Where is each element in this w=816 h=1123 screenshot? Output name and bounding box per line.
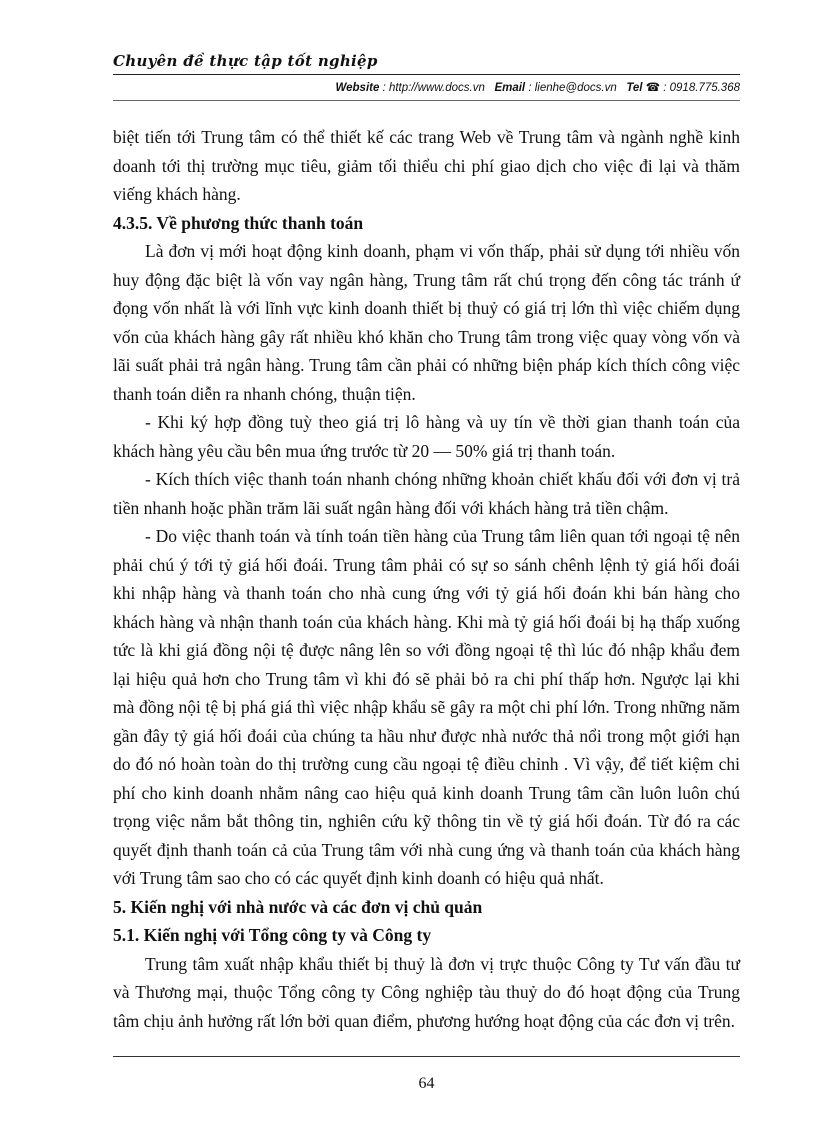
phone-icon: ☎ — [645, 82, 661, 94]
header-contact-line — [113, 75, 740, 100]
paragraph-discount: - Kích thích việc thanh toán nhanh chóng những khoản chiết khấu đối với đơn vị trả tiền nhanh hoặc phần trăm lãi suất ngân hàng đối với khách hàng trả tiền chậm. — [113, 469, 740, 518]
section-heading-recommendations: 5. Kiến nghị với nhà nước và các đơn vị chủ quản — [113, 896, 483, 917]
website-label: Website — [335, 82, 380, 94]
section-heading-payment: 4.3.5. Về phương thức thanh toán — [113, 212, 364, 233]
paragraph-advance-payment: - Khi ký hợp đồng tuỳ theo giá trị lô hàng và uy tín về thời gian thanh toán của khách hàng yêu cầu bên mua ứng trước từ 20 — 50% giá trị thanh toán. — [113, 412, 740, 461]
paragraph-payment-intro: Là đơn vị mới hoạt động kinh doanh, phạm vi vốn thấp, phải sử dụng tới nhiều vốn huy động đặc biệt là vốn vay ngân hàng, Trung tâm rất chú trọng đến công tác tránh ứ đọng vốn nhất là với lĩnh vực kinh doanh thiết bị thuỷ có giá trị lớn thì việc chiếm dụng vốn của khách hàng gây rất nhiều khó khăn cho Trung tâm trong việc quay vòng vốn và lãi suất phải trả ngân hàng. Trung tâm cần phải có những biện pháp kích thích công việc thanh toán diễn ra nhanh chóng, thuận tiện. — [113, 241, 740, 404]
email-label: Email — [494, 82, 526, 94]
email-value: : lienhe@docs.vn — [528, 82, 617, 94]
tel-label: Tel — [626, 82, 643, 94]
paragraph-center-affiliation: Trung tâm xuất nhập khẩu thiết bị thuỷ là đơn vị trực thuộc Công ty Tư vấn đầu tư và Thương mại, thuộc Tổng công ty Công nghiệp tàu thuỷ do đó hoạt động của Trung tâm chịu ảnh hưởng rất lớn bởi quan điểm, phương hướng hoạt động của các đơn vị trên. — [113, 953, 740, 1031]
footer-divider — [113, 1056, 740, 1057]
header-divider-bottom — [113, 100, 740, 101]
paragraph-continuation: biệt tiến tới Trung tâm có thể thiết kế các trang Web về Trung tâm và ngành nghề kinh doanh tới thị trường mục tiêu, giảm tối thiểu chi phí giao dịch cho việc đi lại và thăm viếng khách hàng. — [113, 127, 740, 204]
document-body — [113, 123, 740, 1035]
document-title: Chuyên đề thực tập tốt nghiệp — [113, 52, 378, 70]
page-header — [113, 50, 740, 101]
tel-value: : 0918.775.368 — [663, 82, 740, 94]
paragraph-exchange-rate: - Do việc thanh toán và tính toán tiền hàng của Trung tâm liên quan tới ngoại tệ nên phải chú ý tới tỷ giá hối đoái. Trung tâm phải có sự so sánh chênh lệnh tỷ giá hối đoái khi nhập hàng và thanh toán cho nhà cung ứng với tỷ giá hối đoán khi bán hàng cho khách hàng và nhận thanh toán của khách hàng. Khi mà tỷ giá hối đoái bị hạ thấp xuống tức là khi giá đồng nội tệ được nâng lên so với đồng ngoại tệ thì lúc đó nhập khẩu đem lại hiệu quả hơn cho Trung tâm vì khi đó sẽ phải bỏ ra chi phí thấp hơn. Ngược lại khi mà đồng nội tệ bị phá giá thì việc nhập khẩu sẽ gây ra một chi phí lớn. Trong những năm gần đây tỷ giá hối đoái của chúng ta hầu như được nhà nước thả nổi trong một giới hạn do đó nó hoàn toàn do thị trường cung cầu ngoại tệ điều chỉnh . Vì vậy, để tiết kiệm chi phí cho kinh doanh nhằm nâng cao hiệu quả kinh doanh Trung tâm cần luôn luôn chú trọng việc nắm bắt thông tin, nghiên cứu kỹ thông tin về tỷ giá hối đoán. Từ đó ra các quyết định thanh toán cả của Trung tâm với nhà cung ứng và thanh toán của khách hàng với Trung tâm sao cho có các quyết định kinh doanh có hiệu quả nhất. — [113, 526, 740, 888]
website-value: : http://www.docs.vn — [382, 82, 485, 94]
subsection-heading-corporation: 5.1. Kiến nghị với Tổng công ty và Công ty — [113, 925, 432, 945]
page-number: 64 — [418, 1075, 435, 1092]
